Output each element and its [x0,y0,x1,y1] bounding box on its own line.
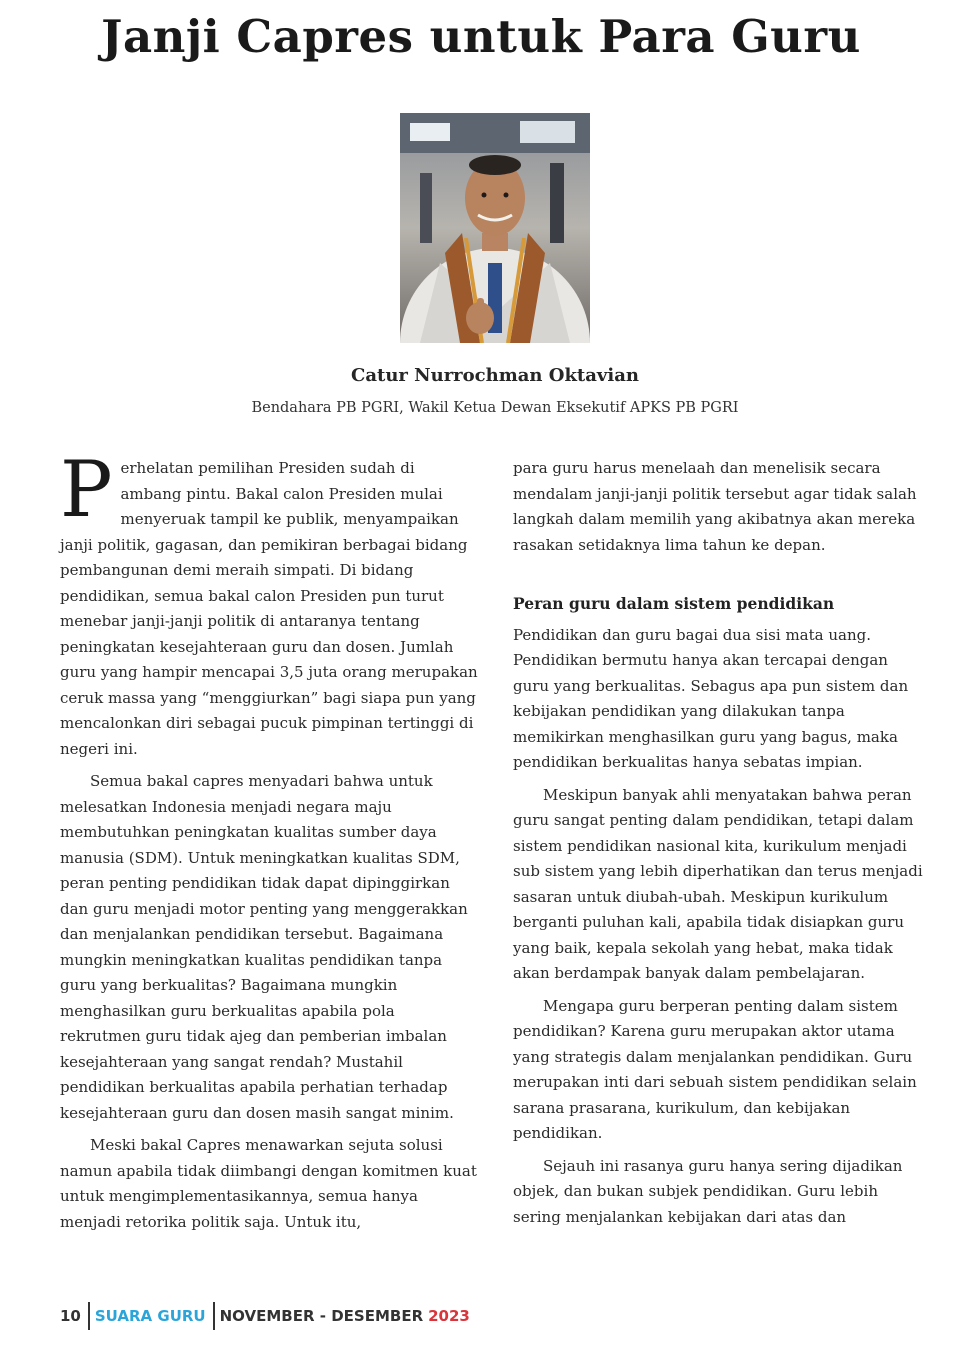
article-column-right [513,456,927,1237]
section-heading: Peran guru dalam sistem pendidikan [513,594,835,613]
paragraph: para guru harus menelaah dan menelisik secara mendalam janji-janji politik tersebut agar tidak salah langkah dalam memilih yang akibatnya akan mereka rasakan setidaknya lima tahun ke depan. [513,459,917,554]
footer-divider [213,1302,215,1330]
article-column-left [60,445,478,1242]
paragraph: Meski bakal Capres menawarkan sejuta solusi namun apabila tidak diimbangi dengan komitmen kuat untuk mengimplementasikannya, semua hanya menjadi retorika politik saja. Untuk itu, [60,1136,477,1231]
issue-label: NOVEMBER - DESEMBER [219,1307,424,1325]
drop-cap: P [60,445,113,535]
paragraph: Perhelatan pemilihan Presiden sudah di ambang pintu. Bakal calon Presiden mulai menyeruak tampil ke publik, menyampaikan janji politik, gagasan, dan pemikiran berbagai bidang pembangunan demi meraih simpati. Di bidang pendidikan, semua bakal calon Presiden pun turut menebar janji-janji politik di antaranya tentang peningkatan kesejahteraan guru dan dosen. Jumlah guru yang hampir mencapai 3,5 juta orang merupakan ceruk massa yang “menggiurkan” bagi siapa pun yang mencalonkan diri sebagai pucuk pimpinan tertinggi di negeri ini. [60,445,478,758]
page-number: 10 [60,1307,81,1325]
author-name: Catur Nurrochman Oktavian [351,365,639,386]
author-photo [400,113,590,343]
paragraph: Sejauh ini rasanya guru hanya sering dijadikan objek, dan bukan subjek pendidikan. Guru lebih sering menjalankan kebijakan dari atas dan [513,1156,903,1226]
article-title: Janji Capres untuk Para Guru [101,10,861,63]
author-role: Bendahara PB PGRI, Wakil Ketua Dewan Eksekutif APKS PB PGRI [251,400,739,416]
magazine-name: SUARA GURU [94,1307,206,1325]
paragraph: Pendidikan dan guru bagai dua sisi mata uang. Pendidikan bermutu hanya akan tercapai dengan guru yang berkualitas. Sebagus apa pun sistem dan kebijakan pendidikan yang dilakukan tanpa memikirkan menghasilkan guru yang bagus, maka pendidikan berkualitas hanya sebatas impian. [513,625,909,771]
footer-divider [88,1302,90,1330]
paragraph: Mengapa guru berperan penting dalam sistem pendidikan? Karena guru merupakan aktor utama yang strategis dalam menjalankan pendidikan. Guru merupakan inti dari sebuah sistem pendidikan selain sarana prasarana, kurikulum, dan kebijakan pendidikan. [513,996,917,1142]
paragraph: Meskipun banyak ahli menyatakan bahwa peran guru sangat penting dalam pendidikan, tetapi dalam sistem pendidikan nasional kita, kurikulum menjadi sub sistem yang lebih diperhatikan dan terus menjadi sasaran untuk diubah-ubah. Meskipun kurikulum berganti puluhan kali, apabila tidak disiapkan guru yang baik, kepala sekolah yang hebat, maka tidak akan berdampak banyak dalam pembelajaran. [513,785,923,982]
paragraph: Semua bakal capres menyadari bahwa untuk melesatkan Indonesia menjadi negara maju membutuhkan peningkatan kualitas sumber daya manusia (SDM). Untuk meningkatkan kualitas SDM, peran penting pendidikan tidak dapat dipinggirkan dan guru menjadi motor penting yang menggerakkan dan menjalankan pendidikan tersebut. Bagaimana mungkin meningkatkan kualitas pendidikan tanpa guru yang berkualitas? Bagaimana mungkin menghasilkan guru berkualitas apabila pola rekrutmen guru tidak ajeg dan pemberian imbalan kesejahteraan yang sangat rendah? Mustahil pendidikan berkualitas apabila perhatian terhadap kesejahteraan guru dan dosen masih sangat minim. [60,772,468,1122]
page-footer [60,1302,470,1330]
issue-year: 2023 [428,1307,470,1325]
